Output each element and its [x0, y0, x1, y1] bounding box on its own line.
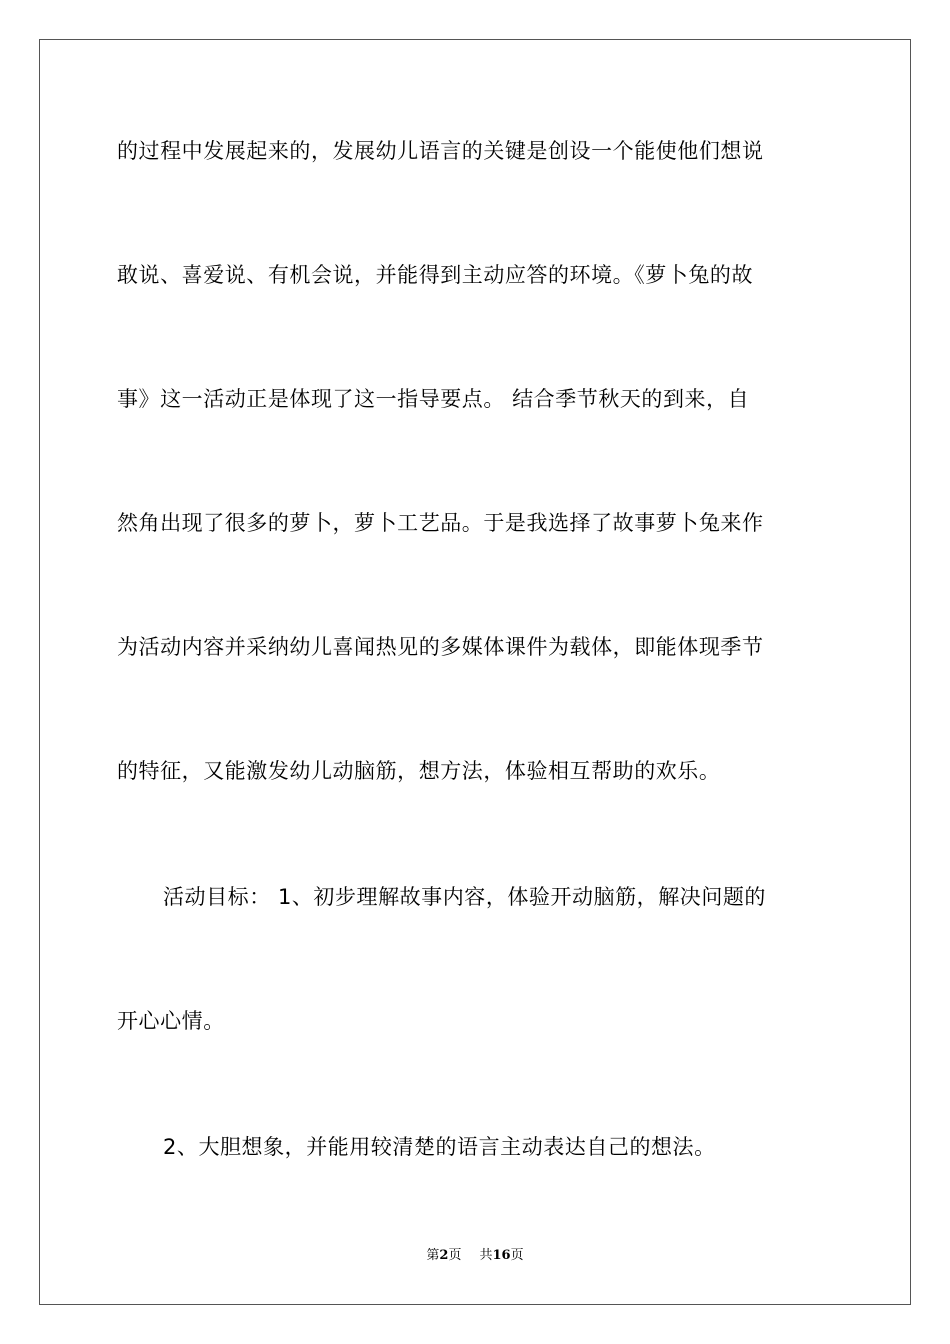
- paragraph-line: 为活动内容并采纳幼儿喜闻热见的多媒体课件为载体，即能体现季节: [117, 635, 764, 659]
- total-suffix: 页: [510, 1248, 524, 1263]
- page-footer: [0, 1248, 950, 1264]
- page-border: [39, 39, 911, 1305]
- paragraph-line: 的特征，又能激发幼儿动脑筋，想方法，体验相互帮助的欢乐。: [117, 759, 721, 783]
- page-prefix: 第: [426, 1248, 440, 1263]
- paragraph-line: 敢说、喜爱说、有机会说，并能得到主动应答的环境。《萝卜兔的故: [117, 263, 753, 287]
- page-suffix: 页: [448, 1248, 462, 1263]
- paragraph-line: 开心心情。: [117, 1009, 225, 1033]
- paragraph-line: 然角出现了很多的萝卜，萝卜工艺品。于是我选择了故事萝卜兔来作: [117, 511, 764, 535]
- paragraph-line: 2、大胆想象，并能用较清楚的语言主动表达自己的想法。: [163, 1135, 716, 1159]
- total-prefix: 共: [479, 1248, 493, 1263]
- paragraph-line: 活动目标： 1、初步理解故事内容，体验开动脑筋，解决问题的: [163, 885, 766, 909]
- paragraph-line: 事》这一活动正是体现了这一指导要点。 结合季节秋天的到来，自: [117, 387, 750, 411]
- total-pages: 16: [492, 1248, 511, 1263]
- paragraph-line: 的过程中发展起来的，发展幼儿语言的关键是创设一个能使他们想说: [117, 139, 764, 163]
- page-number: 2: [439, 1248, 449, 1263]
